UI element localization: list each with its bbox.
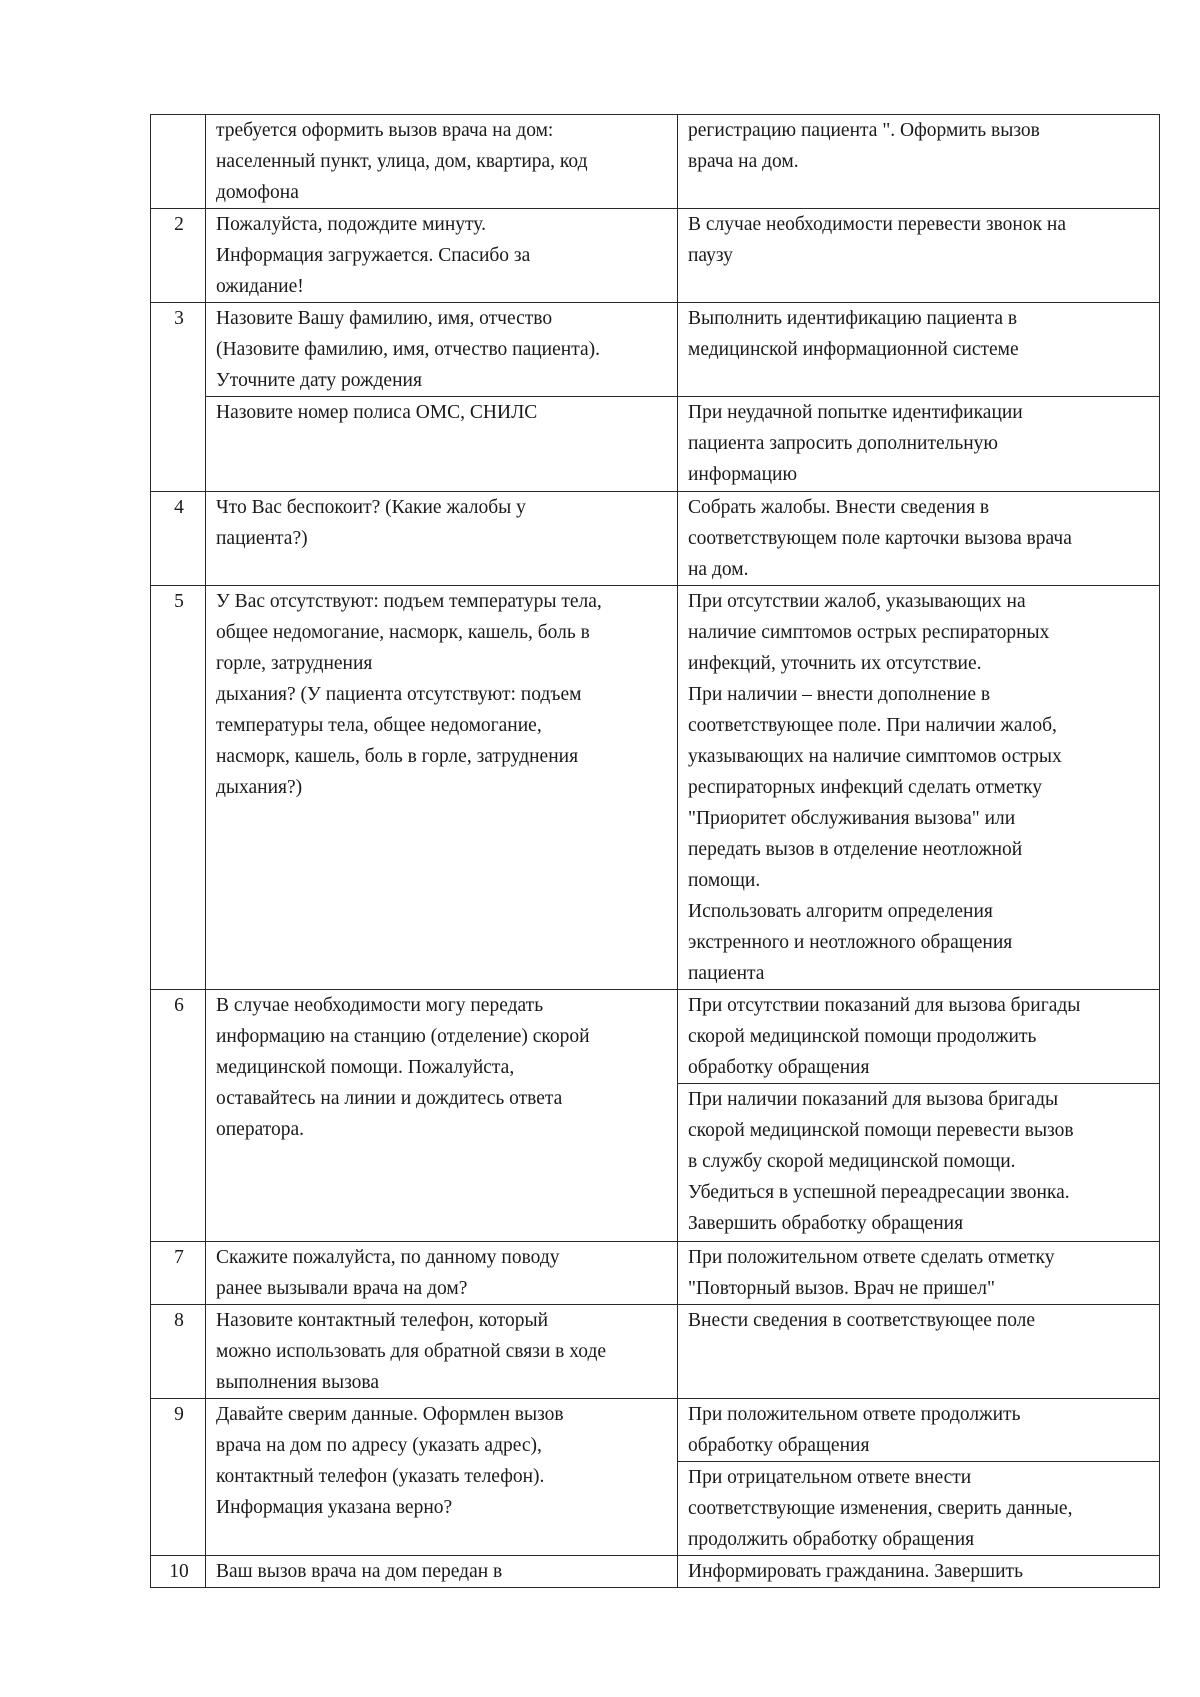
step-number: 9 bbox=[151, 1399, 206, 1556]
operator-action: При положительном ответе продолжить обработку обращения bbox=[678, 1399, 1160, 1462]
operator-action: При отсутствии показаний для вызова бригады скорой медицинской помощи продолжить обработку обращения bbox=[678, 990, 1160, 1084]
step-number: 5 bbox=[151, 586, 206, 990]
operator-phrase: Давайте сверим данные. Оформлен вызов врача на дом по адресу (указать адрес), контактный телефон (указать телефон). Информация указана верно? bbox=[206, 1399, 678, 1556]
table-row bbox=[151, 990, 1160, 1084]
operator-action: регистрацию пациента ". Оформить вызов врача на дом. bbox=[678, 115, 1160, 209]
operator-phrase: В случае необходимости могу передать информацию на станцию (отделение) скорой медицинской помощи. Пожалуйста, оставайтесь на линии и дождитесь ответа оператора. bbox=[206, 990, 678, 1242]
operator-phrase: требуется оформить вызов врача на дом: населенный пункт, улица, дом, квартира, код домофона bbox=[206, 115, 678, 209]
operator-phrase: Что Вас беспокоит? (Какие жалобы у пациента?) bbox=[206, 492, 678, 586]
operator-action: При неудачной попытке идентификации пациента запросить дополнительную информацию bbox=[678, 397, 1160, 492]
operator-phrase: Назовите Вашу фамилию, имя, отчество (Назовите фамилию, имя, отчество пациента). Уточните дату рождения bbox=[206, 303, 678, 397]
operator-phrase: Ваш вызов врача на дом передан в bbox=[206, 1556, 678, 1588]
operator-action: При наличии показаний для вызова бригады скорой медицинской помощи перевести вызов в службу скорой медицинской помощи. Убедиться в успешной переадресации звонка. Завершить обработку обращения bbox=[678, 1084, 1160, 1242]
step-number: 7 bbox=[151, 1242, 206, 1305]
step-number: 6 bbox=[151, 990, 206, 1242]
operator-phrase: Назовите номер полиса ОМС, СНИЛС bbox=[206, 397, 678, 492]
operator-phrase: Скажите пожалуйста, по данному поводу ранее вызывали врача на дом? bbox=[206, 1242, 678, 1305]
step-number: 8 bbox=[151, 1305, 206, 1399]
table-row bbox=[151, 1556, 1160, 1588]
operator-action: При положительном ответе сделать отметку "Повторный вызов. Врач не пришел" bbox=[678, 1242, 1160, 1305]
table-row bbox=[151, 115, 1160, 209]
step-number: 3 bbox=[151, 303, 206, 492]
table-row bbox=[151, 492, 1160, 586]
operator-action: Информировать гражданина. Завершить bbox=[678, 1556, 1160, 1588]
step-number: 4 bbox=[151, 492, 206, 586]
step-number: 2 bbox=[151, 209, 206, 303]
table-row bbox=[151, 1242, 1160, 1305]
table-row bbox=[151, 397, 1160, 492]
operator-phrase: Назовите контактный телефон, который можно использовать для обратной связи в ходе выполнения вызова bbox=[206, 1305, 678, 1399]
table-row bbox=[151, 586, 1160, 990]
step-number bbox=[151, 115, 206, 209]
table-row bbox=[151, 303, 1160, 397]
step-number: 10 bbox=[151, 1556, 206, 1588]
operator-action: Выполнить идентификацию пациента в медицинской информационной системе bbox=[678, 303, 1160, 397]
table-row bbox=[151, 1305, 1160, 1399]
operator-phrase: Пожалуйста, подождите минуту. Информация загружается. Спасибо за ожидание! bbox=[206, 209, 678, 303]
operator-action: В случае необходимости перевести звонок на паузу bbox=[678, 209, 1160, 303]
document-page bbox=[150, 114, 1159, 1588]
table-row bbox=[151, 209, 1160, 303]
operator-action: Внести сведения в соответствующее поле bbox=[678, 1305, 1160, 1399]
table-row bbox=[151, 1399, 1160, 1462]
operator-action: При отрицательном ответе внести соответствующие изменения, сверить данные, продолжить обработку обращения bbox=[678, 1462, 1160, 1556]
call-script-table bbox=[150, 114, 1160, 1588]
operator-action: Собрать жалобы. Внести сведения в соответствующем поле карточки вызова врача на дом. bbox=[678, 492, 1160, 586]
operator-action: При отсутствии жалоб, указывающих на наличие симптомов острых респираторных инфекций, уточнить их отсутствие. При наличии – внести дополнение в соответствующее поле. При наличии жалоб, указывающих на наличие симптомов острых респираторных инфекций сделать отметку "Приоритет обслуживания вызова" или передать вызов в отделение неотложной помощи. Использовать алгоритм определения экстренного и неотложного обращения пациента bbox=[678, 586, 1160, 990]
operator-phrase: У Вас отсутствуют: подъем температуры тела, общее недомогание, насморк, кашель, боль в горле, затруднения дыхания? (У пациента отсутствуют: подъем температуры тела, общее недомогание, насморк, кашель, боль в горле, затруднения дыхания?) bbox=[206, 586, 678, 990]
